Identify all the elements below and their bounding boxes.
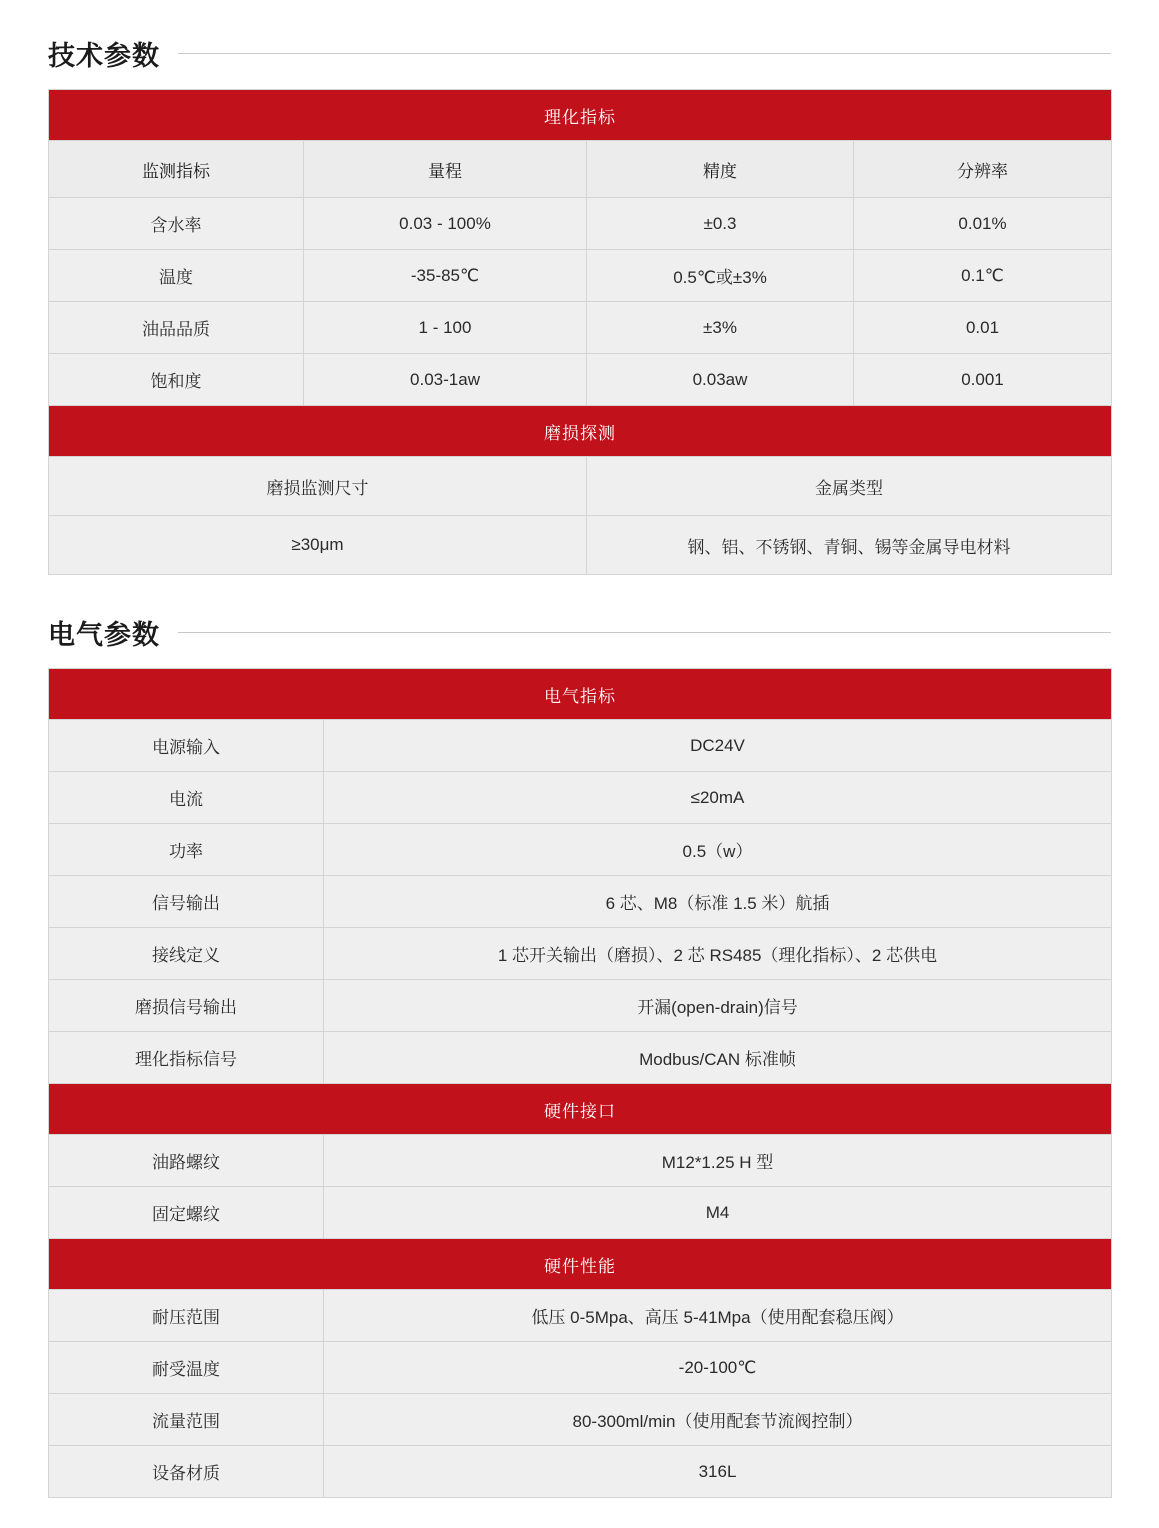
row-value: 0.1℃ bbox=[854, 250, 1112, 302]
table-row bbox=[49, 516, 1112, 575]
technical-spec-table bbox=[48, 89, 1112, 575]
heading-rule bbox=[178, 632, 1111, 633]
row-value: 0.01% bbox=[854, 198, 1112, 250]
table-row bbox=[49, 1290, 1112, 1342]
table-row bbox=[49, 457, 1112, 516]
section-title: 电气参数 bbox=[48, 620, 160, 650]
row-value: ±0.3 bbox=[587, 198, 854, 250]
table-row bbox=[49, 1135, 1112, 1187]
row-value: 6 芯、M8（标准 1.5 米）航插 bbox=[324, 876, 1112, 928]
row-value: 0.03 - 100% bbox=[304, 198, 587, 250]
table-band-row bbox=[49, 90, 1112, 141]
row-label: 温度 bbox=[49, 250, 304, 302]
row-value: Modbus/CAN 标准帧 bbox=[324, 1032, 1112, 1084]
row-value: 0.01 bbox=[854, 302, 1112, 354]
row-value: 0.03aw bbox=[587, 354, 854, 406]
row-label: 流量范围 bbox=[49, 1394, 324, 1446]
table-row bbox=[49, 1032, 1112, 1084]
row-label: 磨损监测尺寸 bbox=[49, 457, 587, 516]
table-band-row bbox=[49, 669, 1112, 720]
column-header: 监测指标 bbox=[49, 141, 304, 198]
row-value: ≤20mA bbox=[324, 772, 1112, 824]
table-row bbox=[49, 1394, 1112, 1446]
table-row bbox=[49, 250, 1112, 302]
row-value: 0.5（w） bbox=[324, 824, 1112, 876]
band-label: 磨损探测 bbox=[49, 406, 1112, 457]
row-label: 耐压范围 bbox=[49, 1290, 324, 1342]
row-label: 饱和度 bbox=[49, 354, 304, 406]
row-label: 含水率 bbox=[49, 198, 304, 250]
row-value: 开漏(open-drain)信号 bbox=[324, 980, 1112, 1032]
row-value: 1 芯开关输出（磨损）、2 芯 RS485（理化指标）、2 芯供电 bbox=[324, 928, 1112, 980]
table-header-row bbox=[49, 141, 1112, 198]
row-value: M4 bbox=[324, 1187, 1112, 1239]
row-value: DC24V bbox=[324, 720, 1112, 772]
row-label: 设备材质 bbox=[49, 1446, 324, 1498]
section-title: 技术参数 bbox=[48, 41, 160, 71]
electrical-spec-table bbox=[48, 668, 1112, 1498]
row-value: 0.001 bbox=[854, 354, 1112, 406]
row-value: M12*1.25 H 型 bbox=[324, 1135, 1112, 1187]
table-row bbox=[49, 876, 1112, 928]
row-label: 电流 bbox=[49, 772, 324, 824]
row-label: 电源输入 bbox=[49, 720, 324, 772]
table-band-row bbox=[49, 1084, 1112, 1135]
row-value: 0.03-1aw bbox=[304, 354, 587, 406]
band-label: 电气指标 bbox=[49, 669, 1112, 720]
table-row bbox=[49, 928, 1112, 980]
row-label: 磨损信号输出 bbox=[49, 980, 324, 1032]
heading-rule bbox=[178, 53, 1111, 54]
row-label: 油路螺纹 bbox=[49, 1135, 324, 1187]
row-label: 接线定义 bbox=[49, 928, 324, 980]
band-label: 硬件性能 bbox=[49, 1239, 1112, 1290]
row-label: 理化指标信号 bbox=[49, 1032, 324, 1084]
row-label: 固定螺纹 bbox=[49, 1187, 324, 1239]
row-value: 0.5℃或±3% bbox=[587, 250, 854, 302]
row-value: ≥30μm bbox=[49, 516, 587, 575]
row-label: 金属类型 bbox=[587, 457, 1112, 516]
row-label: 耐受温度 bbox=[49, 1342, 324, 1394]
table-row bbox=[49, 1342, 1112, 1394]
row-value: 钢、铝、不锈钢、青铜、锡等金属导电材料 bbox=[587, 516, 1112, 575]
column-header: 量程 bbox=[304, 141, 587, 198]
column-header: 分辨率 bbox=[854, 141, 1112, 198]
section-heading-technical bbox=[48, 34, 1111, 73]
table-row bbox=[49, 198, 1112, 250]
column-header: 精度 bbox=[587, 141, 854, 198]
table-row bbox=[49, 1446, 1112, 1498]
table-band-row bbox=[49, 1239, 1112, 1290]
table-row bbox=[49, 980, 1112, 1032]
table-band-row bbox=[49, 406, 1112, 457]
row-value: -20-100℃ bbox=[324, 1342, 1112, 1394]
table-row bbox=[49, 302, 1112, 354]
row-label: 功率 bbox=[49, 824, 324, 876]
row-value: 低压 0-5Mpa、高压 5-41Mpa（使用配套稳压阀） bbox=[324, 1290, 1112, 1342]
table-row bbox=[49, 824, 1112, 876]
band-label: 硬件接口 bbox=[49, 1084, 1112, 1135]
row-value: 316L bbox=[324, 1446, 1112, 1498]
row-value: 80-300ml/min（使用配套节流阀控制） bbox=[324, 1394, 1112, 1446]
row-value: ±3% bbox=[587, 302, 854, 354]
table-row bbox=[49, 1187, 1112, 1239]
row-value: -35-85℃ bbox=[304, 250, 587, 302]
row-label: 油品品质 bbox=[49, 302, 304, 354]
row-label: 信号输出 bbox=[49, 876, 324, 928]
band-label: 理化指标 bbox=[49, 90, 1112, 141]
table-row bbox=[49, 720, 1112, 772]
table-row bbox=[49, 354, 1112, 406]
section-heading-electrical bbox=[48, 613, 1111, 652]
section-spacer bbox=[48, 575, 1111, 605]
table-row bbox=[49, 772, 1112, 824]
row-value: 1 - 100 bbox=[304, 302, 587, 354]
